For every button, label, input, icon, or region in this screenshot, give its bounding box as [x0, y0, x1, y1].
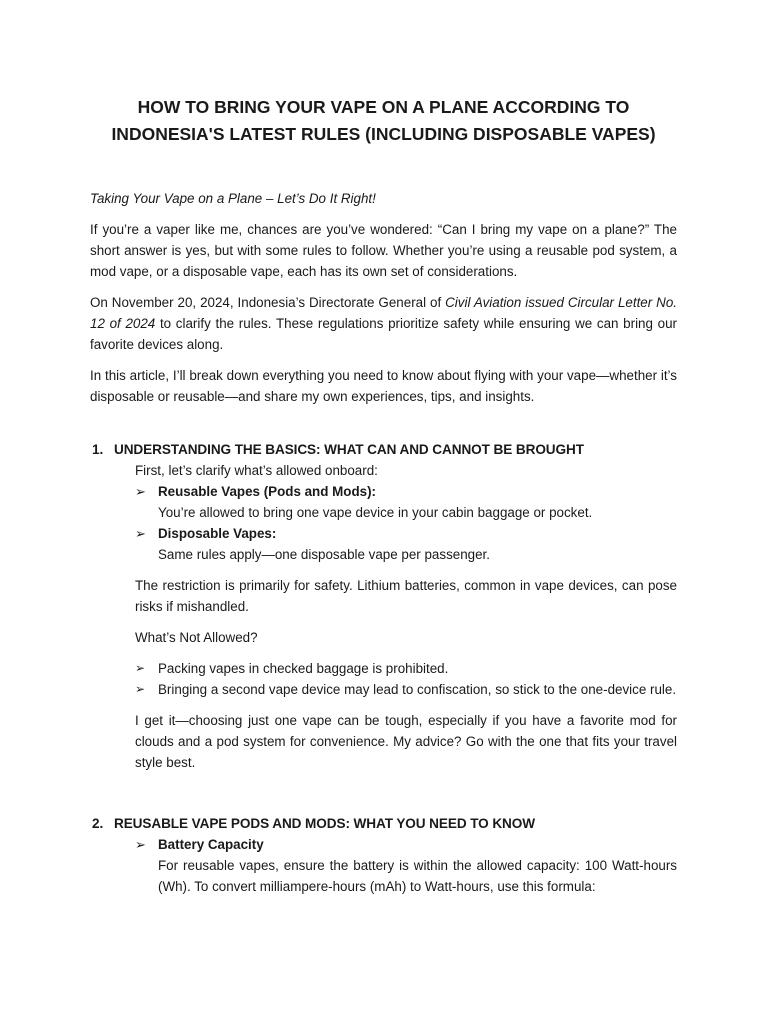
intro-paragraph-1: If you’re a vaper like me, chances are you’ve wondered: “Can I bring my vape on a plane?” The short answer is yes, but with some rules to follow. Whether you’re using a reusable pod system, a mod vape, or a disposable vape, each has its own set of considerations. — [90, 222, 677, 279]
subtitle: Taking Your Vape on a Plane – Let’s Do It Right! — [90, 191, 376, 206]
arrow-bullet-icon: ➢ — [135, 484, 146, 499]
list-item — [135, 679, 677, 700]
section-1-number: 1. — [92, 442, 104, 457]
sub-item-disposable — [135, 523, 677, 565]
section-1-title: UNDERSTANDING THE BASICS: WHAT CAN AND CANNOT BE BROUGHT — [114, 442, 584, 457]
sub-item-text: You’re allowed to bring one vape device in your cabin baggage or pocket. — [158, 505, 593, 520]
section-2-title: REUSABLE VAPE PODS AND MODS: WHAT YOU NEED TO KNOW — [114, 816, 535, 831]
restriction-paragraph: The restriction is primarily for safety. Lithium batteries, common in vape devices, can pose risks if mishandled. — [135, 578, 677, 614]
list-item-text: Bringing a second vape device may lead to confiscation, so stick to the one-device rule. — [158, 682, 677, 697]
document-title: HOW TO BRING YOUR VAPE ON A PLANE ACCORDING TO INDONESIA'S LATEST RULES (INCLUDING DISPOSABLE VAPES) — [111, 97, 656, 144]
section-1-lead: First, let’s clarify what’s allowed onboard: — [135, 463, 378, 478]
sub-item-reusable — [135, 481, 677, 523]
section-2-body — [114, 834, 677, 897]
outline-arrow-icon: ➢ — [135, 661, 146, 675]
arrow-bullet-icon: ➢ — [135, 837, 146, 852]
section-1-body — [114, 460, 677, 773]
intro-p2-end: to clarify the rules. These regulations prioritize safety while ensuring we can bring our favorite devices along. — [90, 316, 677, 352]
sub-item-title: Battery Capacity — [158, 837, 264, 852]
not-allowed-list — [135, 658, 677, 700]
intro-p2-italic: Civil Aviation issued Circular Letter No. 12 of 2024 — [90, 295, 677, 331]
outline-arrow-icon: ➢ — [135, 682, 146, 696]
sub-item-text: Same rules apply—one disposable vape per passenger. — [158, 547, 490, 562]
intro-paragraph-2 — [90, 292, 677, 355]
section-2-number: 2. — [92, 816, 104, 831]
sub-item-text: For reusable vapes, ensure the battery is within the allowed capacity: 100 Watt-hours (Wh). To convert milliampere-hours (mAh) to Watt-hours, use this formula: — [158, 858, 677, 894]
intro-p2-start: On November 20, 2024, Indonesia’s Directorate General of — [90, 295, 446, 310]
sub-item-title: Disposable Vapes: — [158, 526, 277, 541]
arrow-bullet-icon: ➢ — [135, 526, 146, 541]
advice-paragraph: I get it—choosing just one vape can be tough, especially if you have a favorite mod for clouds and a pod system for convenience. My advice? Go with the one that fits your travel style best. — [135, 713, 677, 770]
section-2-heading — [92, 813, 677, 834]
list-item-text: Packing vapes in checked baggage is prohibited. — [158, 661, 449, 676]
list-item — [135, 658, 677, 679]
sub-item-title: Reusable Vapes (Pods and Mods): — [158, 484, 377, 499]
section-1 — [90, 439, 677, 773]
section-2 — [90, 813, 677, 897]
section-1-heading — [92, 439, 677, 460]
not-allowed-label: What’s Not Allowed? — [135, 630, 258, 645]
sub-item-battery — [135, 834, 677, 897]
intro-paragraph-3: In this article, I’ll break down everything you need to know about flying with your vape—whether it’s disposable or reusable—and share my own experiences, tips, and insights. — [90, 368, 677, 404]
